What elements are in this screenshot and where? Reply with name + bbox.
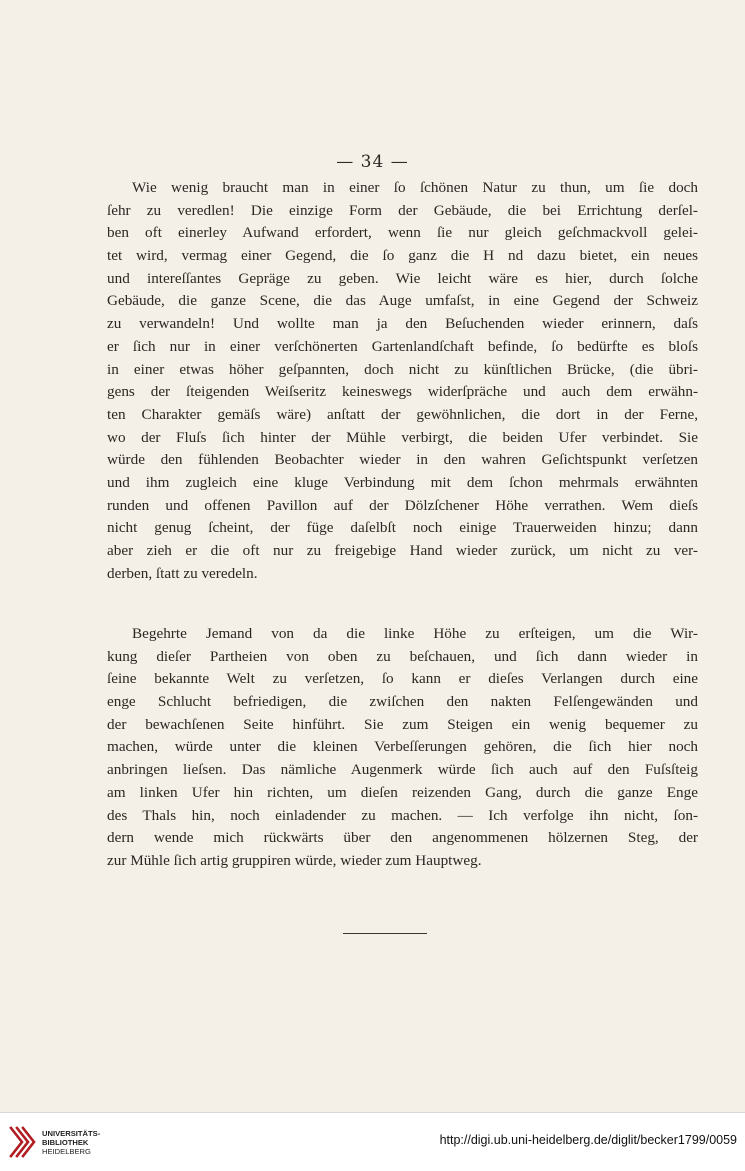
text-line: und intereſſantes Gepräge zu geben. Wie leicht wäre es hier, durch ſolche xyxy=(107,269,698,287)
ub-heidelberg-logo-icon xyxy=(8,1122,36,1162)
end-rule xyxy=(343,933,427,934)
text-line: enge Schlucht befriedigen, die zwiſchen den nakten Felſengewänden und xyxy=(107,693,698,711)
text-line: zu verwandeln! Und wollte man ja den Beſuchenden wieder erinnern, daſs xyxy=(107,315,698,333)
library-name-line-1: UNIVERSITÄTS- xyxy=(42,1129,101,1138)
text-line: nicht genug ſcheint, der füge daſelbſt noch einige Trauerweiden hinzu; dann xyxy=(107,519,698,537)
text-line: aber zieh er die oft nur zu freigebige Hand wieder zurück, um nicht zu ver- xyxy=(107,542,698,559)
text-line: würde den fühlenden Beobachter wieder in den wahren Geſichtspunkt verſetzen xyxy=(107,451,698,469)
text-line: kung dieſer Partheien von oben zu beſchauen, und ſich dann wieder in xyxy=(107,647,698,665)
text-line: zur Mühle ſich artig gruppiren würde, wieder zum Hauptweg. xyxy=(107,851,482,869)
text-line: gens der ſteigenden Weiſseritz keineswegs widerſpräche und auch dem erwähn- xyxy=(107,383,698,401)
text-line: ſehr zu veredlen! Die einzige Form der Gebäude, die bei Errichtung derſel- xyxy=(107,201,698,219)
text-line: derben, ſtatt zu veredeln. xyxy=(107,564,258,582)
text-line: und ihm zugleich eine kluge Verbindung mit dem ſchon mehrmals erwähnten xyxy=(107,473,698,491)
text-line: ſeine bekannte Welt zu verſetzen, ſo kann er dieſes Verlangen durch eine xyxy=(107,670,698,688)
text-line: machen, würde unter die kleinen Verbeſſerungen gehören, die ſich hier noch xyxy=(107,738,698,756)
text-line: ben oft einerley Aufwand erfordert, wenn ſie nur gleich geſchmackvoll gelei- xyxy=(107,224,698,242)
text-line: Gebäude, die ganze Scene, die das Auge umfaſst, in eine Gegend der Schweiz xyxy=(107,292,698,310)
source-url-link[interactable]: http://digi.ub.uni-heidelberg.de/diglit/becker1799/0059 xyxy=(439,1133,737,1147)
text-line: tet wird, vermag einer Gegend, die ſo ganz die H nd dazu bietet, ein neues xyxy=(107,247,698,265)
text-line: des Thals hin, noch einladender zu machen. — Ich verfolge ihn nicht, ſon- xyxy=(107,806,698,824)
text-line: er ſich nur in einer verſchönerten Gartenlandſchaft befinde, ſo bedürfte es bloſs xyxy=(107,337,698,355)
text-line: Begehrte Jemand von da die linke Höhe zu erſteigen, um die Wir- xyxy=(132,625,698,642)
text-line: anbringen lieſsen. Das nämliche Augenmerk würde ſich auch auf den Fuſsſteig xyxy=(107,761,698,779)
text-line: wo der Fluſs ſich hinter der Mühle verbirgt, die beiden Ufer verbindet. Sie xyxy=(107,428,698,446)
page-number: — 34 — xyxy=(336,152,409,172)
footer-bar xyxy=(0,1112,745,1171)
library-name-line-3: HEIDELBERG xyxy=(42,1146,91,1156)
paragraph-2 xyxy=(107,623,698,873)
text-line: am linken Ufer hin richten, um dieſen reizenden Gang, durch die ganze Enge xyxy=(107,783,698,801)
text-line: dern wende mich rückwärts über den angenommenen hölzernen Steg, der xyxy=(107,829,698,847)
library-name xyxy=(42,1130,100,1156)
text-line: der bewachſenen Seite hinführt. Sie zum Steigen ein wenig bequemer zu xyxy=(107,715,698,733)
text-line: ten Charakter gemäſs wäre) anſtatt der gewöhnlichen, die dort in der Ferne, xyxy=(107,405,698,423)
library-name-line-2: BIBLIOTHEK xyxy=(42,1137,89,1147)
text-line: in einer etwas höher geſpannten, doch nicht zu künſtlichen Brücke, (die übri- xyxy=(107,360,698,378)
text-line: Wie wenig braucht man in einer ſo ſchönen Natur zu thun, um ſie doch xyxy=(132,179,698,196)
text-line: runden und offenen Pavillon auf der Dölzſchener Höhe verrathen. Wem dieſs xyxy=(107,496,698,514)
paragraph-1 xyxy=(107,177,698,585)
